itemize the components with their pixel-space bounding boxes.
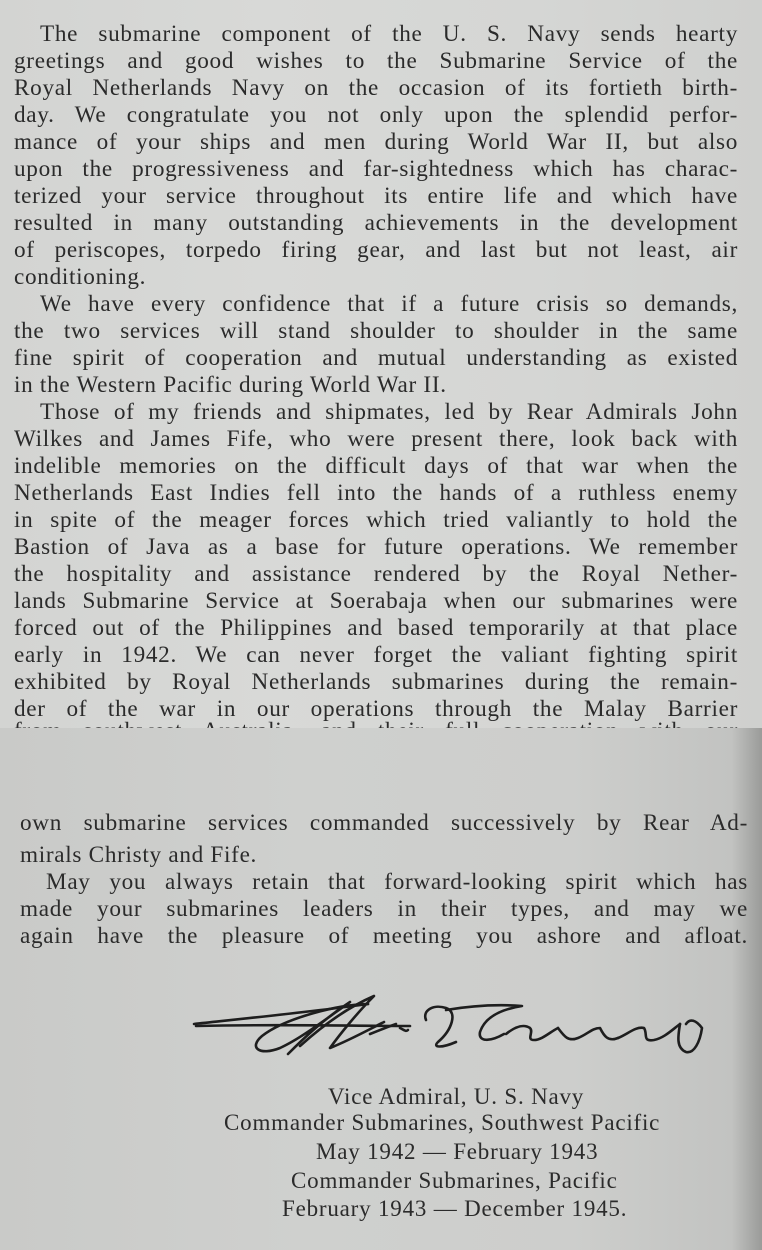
paragraph-line: the hospitality and assistance rendered by the Royal Nether- [14,561,738,587]
paragraph-line: Royal Netherlands Navy on the occasion of its fortieth birth- [14,75,738,101]
paragraph-line: fine spirit of cooperation and mutual understanding as existed [14,345,738,371]
paragraph-line: exhibited by Royal Netherlands submarines during the remain- [14,669,738,695]
paragraph-line: mance of your ships and men during World War II, but also [14,129,738,155]
paragraph-line: indelible memories on the difficult days of that war when the [14,453,738,479]
paragraph-line: greetings and good wishes to the Submarine Service of the [14,48,738,74]
paragraph-line: mirals Christy and Fife. [20,842,258,868]
paragraph-line: We have every confidence that if a future crisis so demands, [40,291,738,317]
paragraph-line: conditioning. [14,264,147,290]
paragraph-line: own submarine services commanded successively by Rear Ad- [20,810,748,836]
paragraph-line: terized your service throughout its entire life and which have [14,183,738,209]
paragraph-line: May you always retain that forward-looking spirit which has [46,869,748,895]
paragraph-line: made your submarines leaders in their types, and may we [20,896,748,922]
paragraph-line: Those of my friends and shipmates, led by Rear Admirals John [40,399,738,425]
paragraph-line: again have the pleasure of meeting you ashore and afloat. [20,923,748,949]
paragraph-line: of periscopes, torpedo firing gear, and last but not least, air [14,237,738,263]
paragraph-line: Bastion of Java as a base for future operations. We remember [14,534,738,560]
paragraph-line: Netherlands East Indies fell into the hands of a ruthless enemy [14,480,738,506]
bottom-page-scan [0,728,762,1250]
paragraph-line: upon the progressiveness and far-sightedness which has charac- [14,156,738,182]
paragraph-line: day. We congratulate you not only upon the splendid perfor- [14,102,738,128]
signatory-command: Commander Submarines, Pacific [291,1168,618,1193]
paragraph-line: in the Western Pacific during World War II. [14,372,447,398]
paragraph-line: lands Submarine Service at Soerabaja when our submarines were [14,588,738,614]
signatory-dates: May 1942 — February 1943 [316,1139,599,1164]
paragraph-line: forced out of the Philippines and based temporarily at that place [14,615,738,641]
paragraph-line: early in 1942. We can never forget the valiant fighting spirit [14,642,738,668]
paragraph-line: the two services will stand shoulder to shoulder in the same [14,318,738,344]
paragraph-line: in spite of the meager forces which tried valiantly to hold the [14,507,738,533]
paragraph-line: resulted in many outstanding achievements in the development [14,210,738,236]
handwritten-signature [190,990,710,1070]
signatory-rank: Vice Admiral, U. S. Navy [328,1084,585,1109]
paragraph-line: The submarine component of the U. S. Navy sends hearty [40,21,738,47]
signatory-command: Commander Submarines, Southwest Pacific [224,1110,661,1135]
signatory-dates: February 1943 — December 1945. [282,1196,628,1221]
paragraph-line: Wilkes and James Fife, who were present there, look back with [14,426,738,452]
paragraph-line: der of the war in our operations through the Malay Barrier [14,696,738,722]
